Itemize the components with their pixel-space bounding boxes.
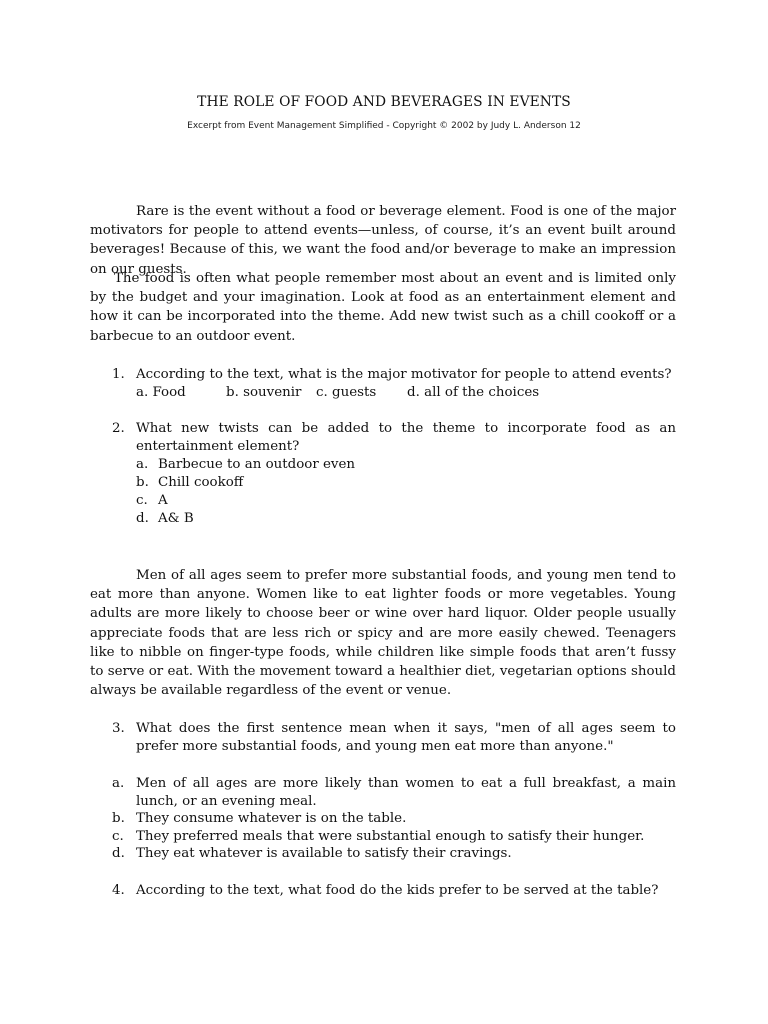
option-text: Men of all ages are more likely than women to eat a full breakfast, a main lunch, or an evening meal. — [136, 776, 676, 809]
option-text: They consume whatever is on the table. — [136, 811, 407, 827]
paragraph-food-memory: The food is often what people remember most about an event and is limited only by the budget and your imagination. Look at food as an entertainment element and how it can be incorporated into the theme. Add new twist such as a chill cookoff or a barbecue to an outdoor event. — [90, 271, 676, 344]
question-number: 1. — [112, 367, 125, 382]
option-c[interactable] — [136, 492, 676, 510]
option-b[interactable] — [112, 810, 676, 828]
question-number: 3. — [112, 721, 125, 736]
option-text: Barbecue to an outdoor even — [158, 457, 356, 472]
option-letter: a. — [112, 776, 125, 791]
question-text: What new twists can be added to the theme to incorporate food as an entertainment element? — [136, 421, 676, 454]
question-3-options — [112, 775, 676, 863]
question-4 — [112, 882, 676, 900]
option-c[interactable]: c. guests — [316, 385, 377, 400]
option-a[interactable] — [136, 456, 676, 474]
option-a[interactable]: a. Food — [136, 385, 186, 400]
question-2 — [112, 420, 676, 528]
answer-options — [136, 384, 676, 402]
option-d[interactable] — [136, 510, 676, 528]
option-letter: c. — [136, 493, 148, 508]
option-letter: b. — [112, 811, 125, 827]
paragraph-intro: Rare is the event without a food or beverage element. Food is one of the major motivators for people to attend events—unless, of course, it’s an event built around beverages! Because of this, we want the food and/or beverage to make an impression on our guests. — [90, 204, 676, 277]
question-number: 4. — [112, 883, 125, 898]
option-letter: b. — [136, 475, 149, 490]
option-letter: d. — [112, 846, 125, 862]
option-d[interactable]: d. all of the choices — [407, 385, 540, 400]
question-number: 2. — [112, 421, 125, 436]
option-text: Chill cookoff — [158, 475, 244, 490]
document-subtitle: Excerpt from Event Management Simplified - Copyright © 2002 by Judy L. Anderson 12 — [187, 121, 581, 131]
option-text: They eat whatever is available to satisfy their cravings. — [136, 846, 512, 862]
option-c[interactable] — [112, 828, 676, 846]
option-text: A — [158, 493, 168, 508]
option-b[interactable]: b. souvenir — [226, 385, 302, 400]
option-letter: c. — [112, 828, 124, 844]
question-text: According to the text, what food do the kids prefer to be served at the table? — [136, 883, 659, 898]
paragraph-food-preferences: Men of all ages seem to prefer more substantial foods, and young men tend to eat more than anyone. Women like to eat lighter foods or more vegetables. Young adults are more likely to choose beer or wine over hard liquor. Older people usually appreciate foods that are less rich or spicy and are more easily chewed. Teenagers like to nibble on finger-type foods, while children like simple foods that aren’t fussy to serve or eat. With the movement toward a healthier diet, vegetarian options should always be available regardless of the event or venue. — [90, 568, 676, 699]
option-b[interactable] — [136, 474, 676, 492]
option-letter: d. — [136, 511, 149, 526]
question-3 — [112, 720, 676, 756]
question-text: What does the first sentence mean when it says, "men of all ages seem to prefer more substantial foods, and young men eat more than anyone." — [136, 721, 676, 754]
answer-options — [136, 456, 676, 528]
document-title: THE ROLE OF FOOD AND BEVERAGES IN EVENTS — [197, 94, 571, 110]
option-text: A& B — [158, 511, 194, 526]
option-a[interactable] — [112, 775, 676, 810]
question-1 — [112, 366, 676, 402]
question-text: According to the text, what is the major motivator for people to attend events? — [136, 367, 672, 382]
option-text: They preferred meals that were substantial enough to satisfy their hunger. — [136, 828, 645, 844]
option-d[interactable] — [112, 845, 676, 863]
option-letter: a. — [136, 457, 149, 472]
